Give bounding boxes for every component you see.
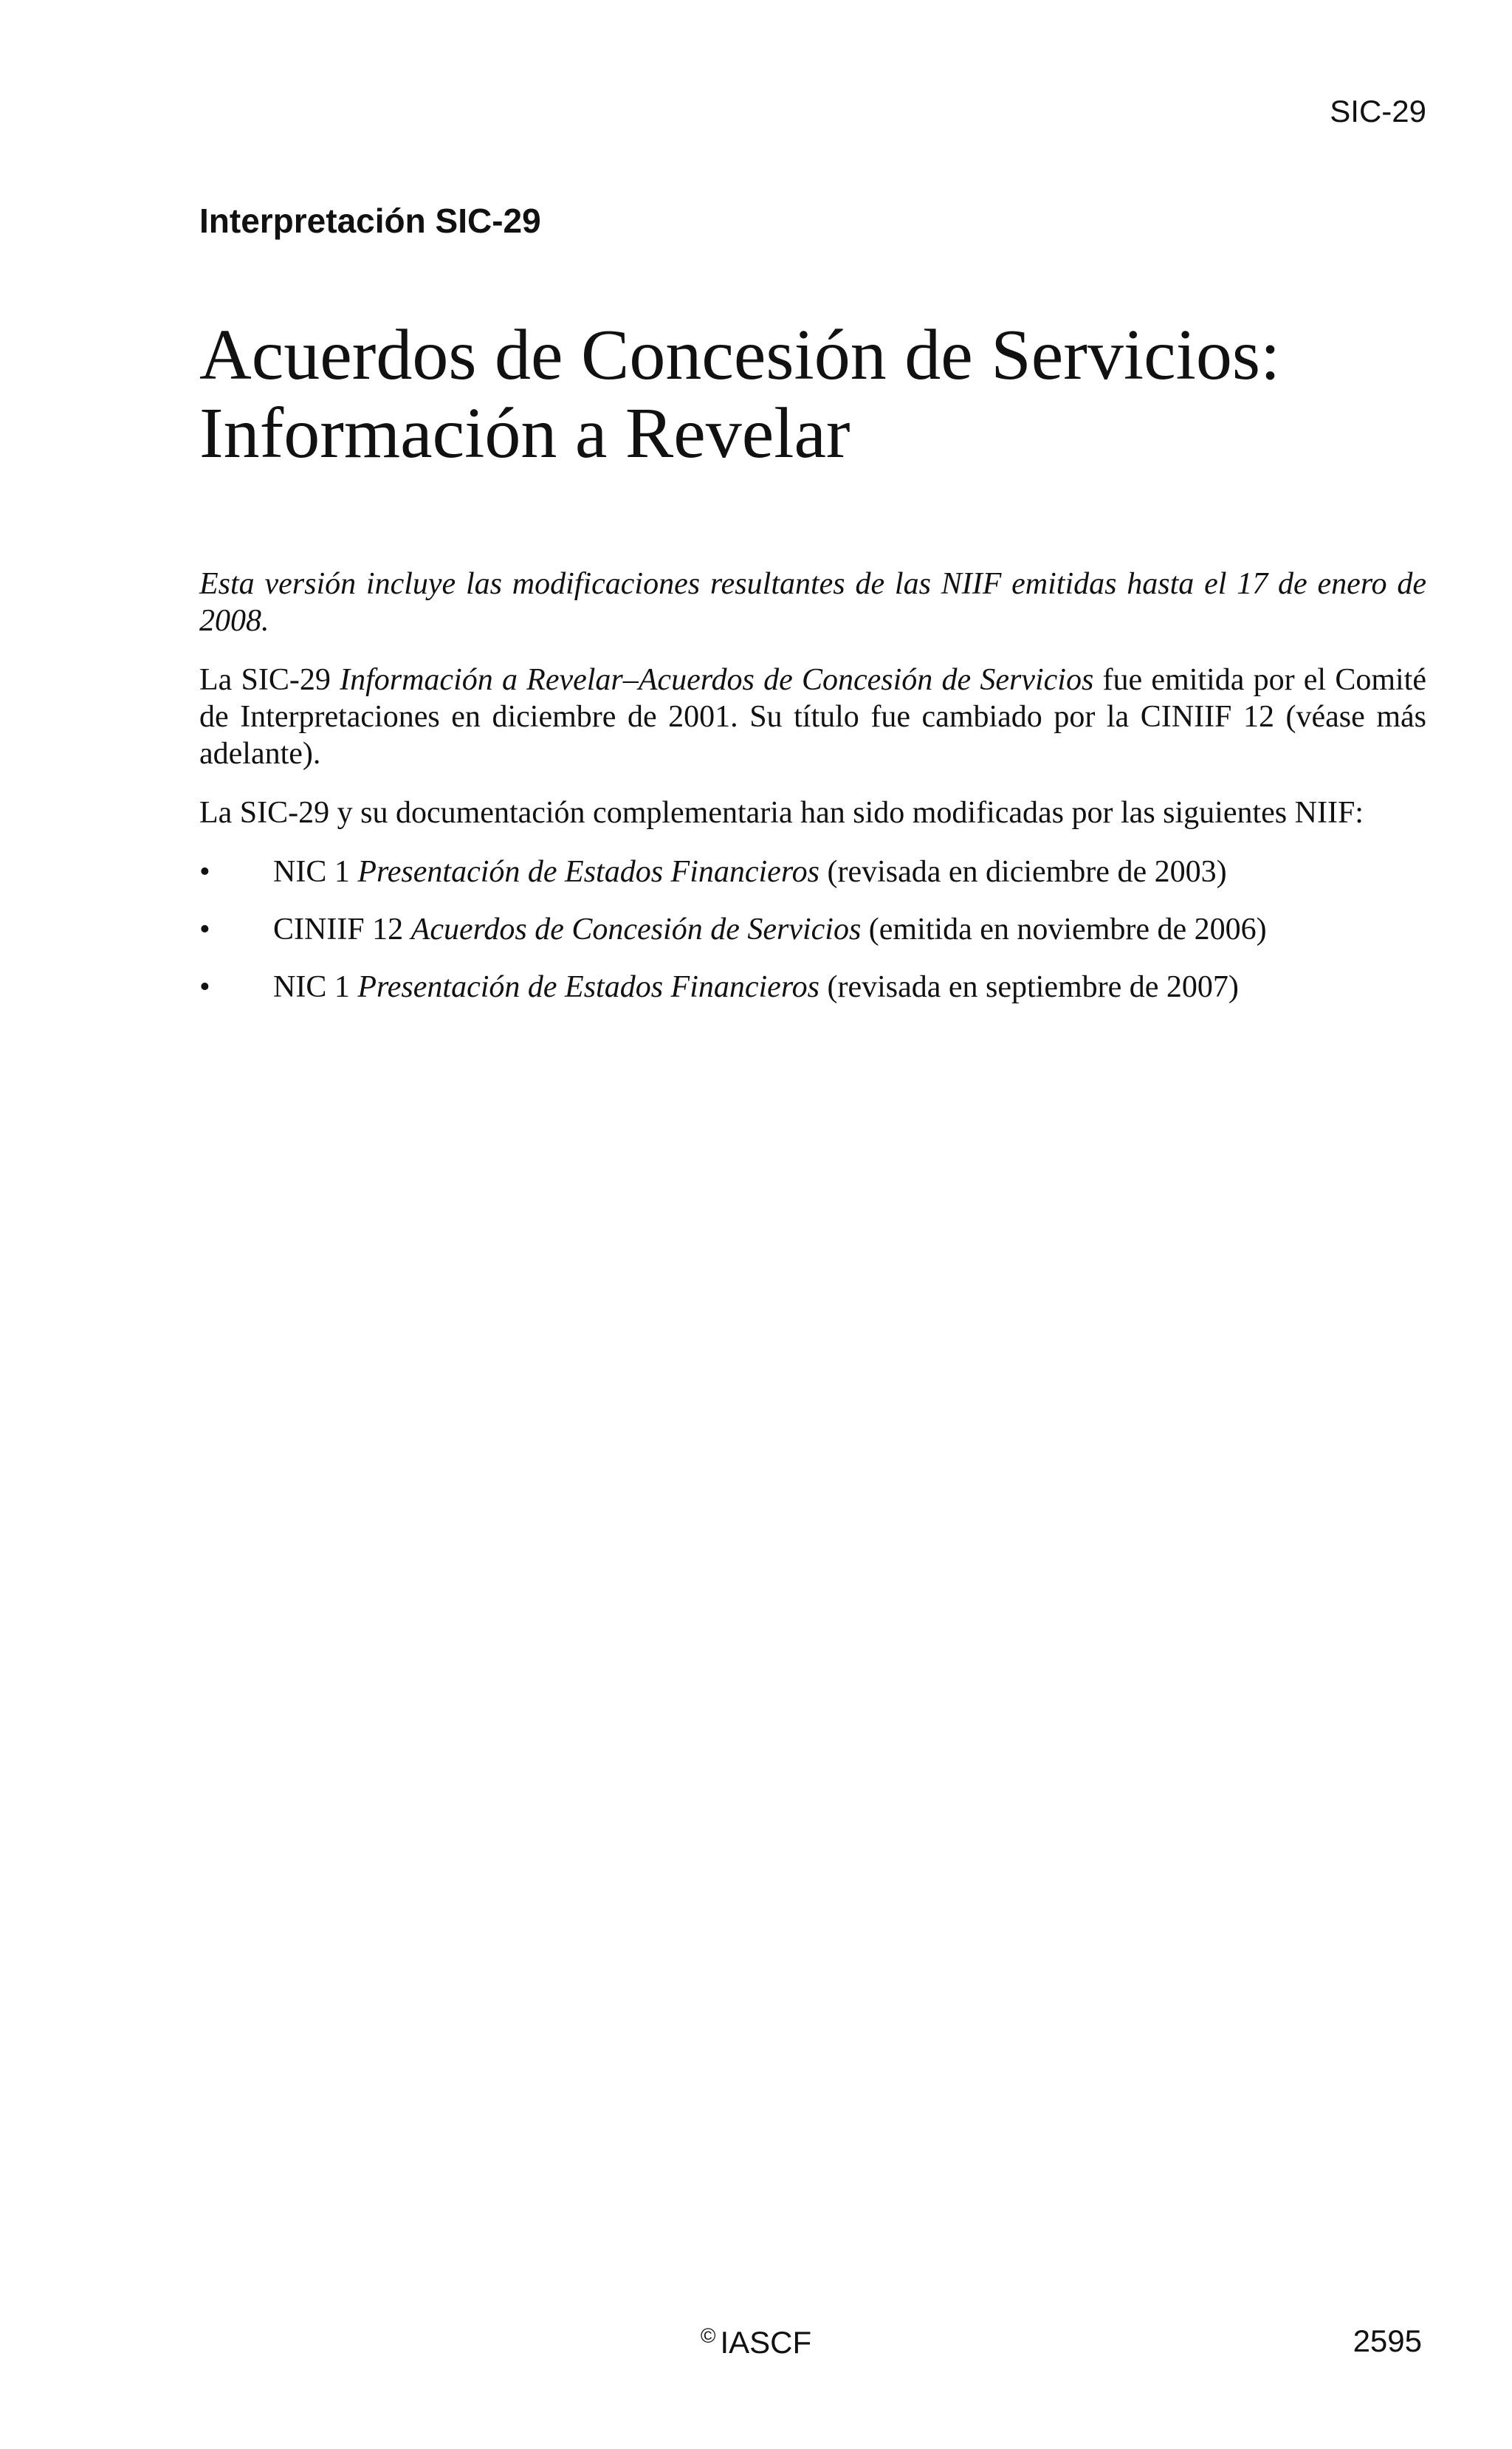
list-item: [199, 911, 1426, 948]
amendments-list: [199, 853, 1426, 1006]
page-number: 2595: [1353, 2323, 1422, 2358]
page-title-line-2: Información a Revelar: [199, 394, 850, 473]
amendment-ref: NIC 1: [273, 970, 358, 1004]
footer-copyright: [0, 2323, 1512, 2360]
amendment-title: Acuerdos de Concesión de Servicios: [410, 913, 862, 947]
bullet-icon: •: [199, 855, 210, 889]
bullet-icon: •: [199, 970, 210, 1004]
copyright-icon: ©: [700, 2324, 716, 2347]
amendment-title: Presentación de Estados Financieros: [357, 855, 819, 889]
amendment-ref: NIC 1: [273, 855, 358, 889]
history-paragraph: [199, 662, 1426, 772]
amendment-detail: (revisada en diciembre de 2003): [819, 855, 1227, 889]
amendment-title: Presentación de Estados Financieros: [357, 970, 819, 1004]
bullet-icon: •: [199, 913, 210, 947]
amendment-detail: (revisada en septiembre de 2007): [819, 970, 1239, 1004]
copyright-owner: IASCF: [720, 2325, 812, 2360]
history-suffix: fue emitida por el Comité de Interpretaciones en diciembre de 2001. Su título fue cambiado por la CINIIF 12 (véase más adelante).: [199, 663, 1426, 771]
version-note: Esta versión incluye las modificaciones resultantes de las NIIF emitidas hasta el 17 de enero de 2008.: [199, 567, 1426, 638]
list-item: [199, 969, 1426, 1006]
page-title-line-1: Acuerdos de Concesión de Servicios:: [199, 315, 1281, 395]
document-body: [199, 566, 1426, 1026]
page-title: [199, 316, 1426, 473]
amendment-detail: (emitida en noviembre de 2006): [861, 913, 1267, 947]
amendment-ref: CINIIF 12: [273, 913, 411, 947]
interpretation-label: Interpretación SIC-29: [199, 202, 541, 240]
amendments-intro: La SIC-29 y su documentación complementaria han sido modificadas por las siguientes NIIF:: [199, 796, 1364, 830]
history-prefix: La SIC-29: [199, 663, 340, 697]
running-header: SIC-29: [1330, 94, 1426, 128]
history-title: Información a Revelar–Acuerdos de Concesión de Servicios: [340, 663, 1094, 697]
list-item: [199, 853, 1426, 890]
